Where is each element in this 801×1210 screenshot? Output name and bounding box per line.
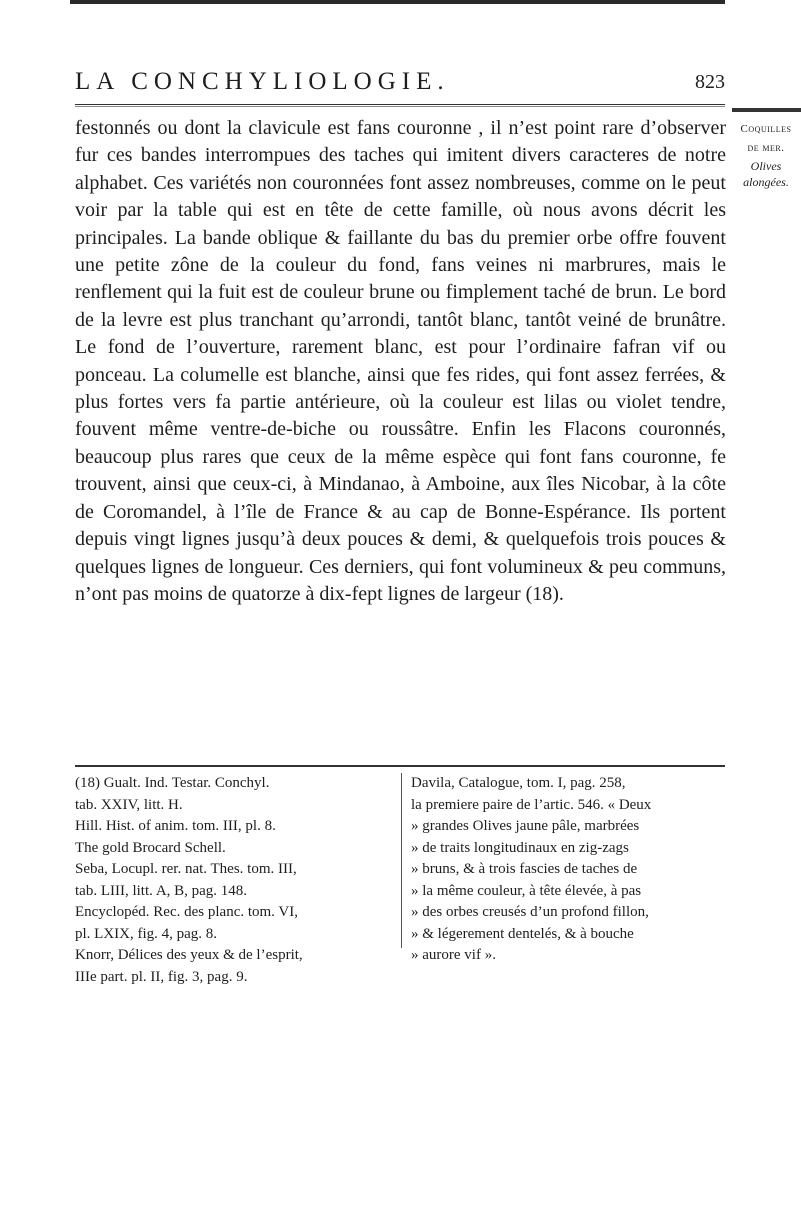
footnote-line: Hill. Hist. of anim. tom. III, pl. 8. bbox=[75, 818, 276, 834]
header-rule-thin bbox=[75, 106, 725, 107]
footnote-line: » de traits longitudinaux en zig-zags bbox=[411, 839, 629, 856]
body-paragraph: festonnés ou dont la clavicule est fans couronne , il n’est point rare d’observer fur ces bandes interrompues des taches qui imitent divers caracteres de notre alphabet. Ces variétés non couronnées font assez nombreuses, comme on le peut voir par la table qui est en tête de cette famille, où nous avons décrit les principales. La bande oblique & faillante du bas du premier orbe offre fouvent une petite zône de la couleur du fond, fans veines ni marbrures, mais le renflement qui la fuit est de couleur brune ou fimplement taché de brun. Le bord de la levre est plus tranchant qu’arrondi, tantôt blanc, tantôt veiné de brunâtre. Le fond de l’ouverture, rarement blanc, est pour l’ordinaire fafran vif ou ponceau. La columelle est blanche, ainsi que fes rides, qui font assez ferrées, & plus fortes vers fa partie antérieure, où la couleur est lilas ou violet tendre, fouvent même ventre-de-biche ou roussâtre. Enfin les Flacons couronnés, beaucoup plus rares que ceux de la même espèce qui font fans couronne, fe trouvent, ainsi que ceux-ci, à Mindanao, à Amboine, aux îles Nicobar, à la côte de Coromandel, à l’île de France & au cap de Bonne-Espérance. Ils portent depuis vingt lignes jusqu’à deux pouces & demi, & quelquefois trois pouces & quelques lignes de longueur. Ces derniers, qui font volumineux & peu communs, n’ont pas moins de quatorze à dix-fept lignes de largeur (18). bbox=[75, 117, 726, 605]
margin-note-line-4: alongées. bbox=[743, 175, 789, 189]
header-rule bbox=[75, 104, 725, 105]
footnote-line: IIIe part. pl. II, fig. 3, pag. 9. bbox=[75, 968, 248, 985]
footnote-line: Encyclopéd. Rec. des planc. tom. VI, bbox=[75, 904, 298, 920]
margin-bar bbox=[732, 108, 801, 112]
page-number: 823 bbox=[695, 71, 725, 93]
footnote-line: tab. XXIV, litt. H. bbox=[75, 796, 183, 813]
top-edge-rule bbox=[70, 0, 725, 4]
footnote-line: pl. LXIX, fig. 4, pag. 8. bbox=[75, 925, 218, 942]
footnote-line: » grandes Olives jaune pâle, marbrées bbox=[411, 818, 640, 834]
footnote-line: » des orbes creusés d’un profond fillon, bbox=[411, 904, 649, 920]
footnote-line: Davila, Catalogue, tom. I, pag. 258, bbox=[411, 775, 626, 791]
running-title: LA CONCHYLIOLOGIE. bbox=[75, 68, 450, 95]
footnote-line: (18) Gualt. Ind. Testar. Conchyl. bbox=[75, 775, 270, 791]
footnote-line: la premiere paire de l’artic. 546. « Deux bbox=[411, 796, 652, 813]
margin-note-line-3: Olives bbox=[750, 159, 782, 173]
footnote-line: Seba, Locupl. rer. nat. Thes. tom. III, bbox=[75, 861, 297, 877]
footnote-line: » aurore vif ». bbox=[411, 947, 496, 963]
footnote-line: » la même couleur, à tête élevée, à pas bbox=[411, 882, 642, 899]
footnote-line: » bruns, & à trois fascies de taches de bbox=[411, 861, 638, 877]
footnotes-left-column bbox=[75, 773, 393, 988]
footnotes-right-column bbox=[411, 773, 724, 967]
margin-note bbox=[731, 120, 801, 190]
footnotes-column-divider bbox=[401, 773, 402, 948]
footnote-line: tab. LIII, litt. A, B, pag. 148. bbox=[75, 882, 248, 899]
margin-note-line-1: Coquilles bbox=[740, 123, 792, 135]
margin-note-line-2: de mer. bbox=[747, 142, 785, 154]
running-header bbox=[75, 66, 725, 98]
footnote-line: The gold Brocard Schell. bbox=[75, 839, 226, 856]
footnote-line: » & légerement dentelés, & à bouche bbox=[411, 925, 634, 942]
footnote-line: Knorr, Délices des yeux & de l’esprit, bbox=[75, 947, 303, 963]
footnotes-rule bbox=[75, 765, 725, 767]
